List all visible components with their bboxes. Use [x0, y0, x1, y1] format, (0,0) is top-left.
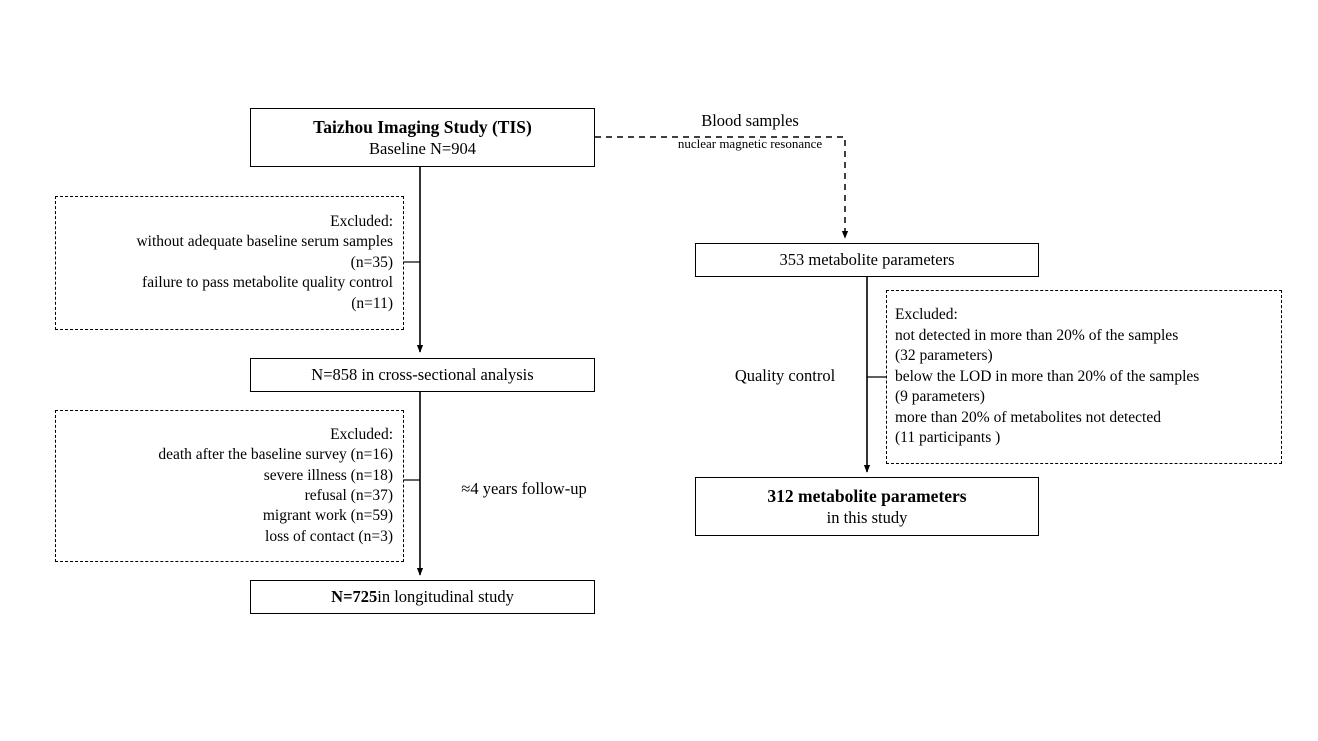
- excluded-baseline-head: Excluded:: [330, 212, 393, 230]
- excluded-baseline-line-2: failure to pass metabolite quality control: [142, 274, 393, 292]
- node-metabolites-353: [695, 243, 1039, 277]
- edge-label-nmr: nuclear magnetic resonance: [677, 136, 823, 151]
- excluded-metabolites-line-3: (9 parameters): [895, 388, 985, 406]
- excluded-followup-head: Excluded:: [330, 425, 393, 443]
- excluded-metabolites-line-5: (11 participants ): [895, 429, 1001, 447]
- excluded-metabolites-head: Excluded:: [895, 306, 958, 324]
- node-metabolites-312: [695, 477, 1039, 536]
- excluded-metabolites-line-2: below the LOD in more than 20% of the samples: [895, 367, 1200, 385]
- node-longitudinal-study: [250, 580, 595, 614]
- excluded-followup-line-1: severe illness (n=18): [263, 466, 393, 484]
- longitudinal-count: N=725: [331, 587, 378, 607]
- node-baseline-study: [250, 108, 595, 167]
- edge-label-follow-up: ≈4 years follow-up: [461, 479, 587, 498]
- excluded-metabolites-line-4: more than 20% of metabolites not detected: [895, 408, 1161, 426]
- excluded-followup-content: [56, 419, 403, 554]
- excluded-metabolites-content: [887, 299, 1281, 454]
- node-cross-sectional: [250, 358, 595, 392]
- metabolites-312-subtitle: in this study: [826, 508, 908, 528]
- longitudinal-label: in longitudinal study: [377, 587, 514, 607]
- edge-label-blood-samples: Blood samples: [701, 111, 799, 130]
- node-excluded-baseline: [55, 196, 404, 330]
- node-excluded-metabolites: [886, 290, 1282, 464]
- excluded-followup-line-2: refusal (n=37): [304, 487, 393, 504]
- excluded-baseline-line-0: without adequate baseline serum samples: [136, 233, 393, 251]
- excluded-metabolites-line-1: (32 parameters): [895, 347, 993, 365]
- excluded-metabolites-line-0: not detected in more than 20% of the samples: [895, 326, 1179, 344]
- node-excluded-followup: [55, 410, 404, 562]
- excluded-followup-line-3: migrant work (n=59): [262, 507, 393, 525]
- excluded-baseline-line-3: (n=11): [351, 294, 393, 312]
- excluded-baseline-content: [56, 206, 403, 320]
- baseline-subtitle: Baseline N=904: [369, 139, 476, 159]
- metabolites-312-title: 312 metabolite parameters: [767, 485, 967, 506]
- baseline-title: Taizhou Imaging Study (TIS): [313, 116, 532, 137]
- excluded-baseline-line-1: (n=35): [350, 253, 393, 271]
- excluded-followup-line-0: death after the baseline survey (n=16): [158, 446, 393, 464]
- edge-label-quality-control: Quality control: [734, 366, 836, 385]
- metabolites-353-label: 353 metabolite parameters: [779, 250, 955, 270]
- excluded-followup-line-4: loss of contact (n=3): [265, 527, 393, 545]
- cross-sectional-label: N=858 in cross-sectional analysis: [311, 365, 534, 385]
